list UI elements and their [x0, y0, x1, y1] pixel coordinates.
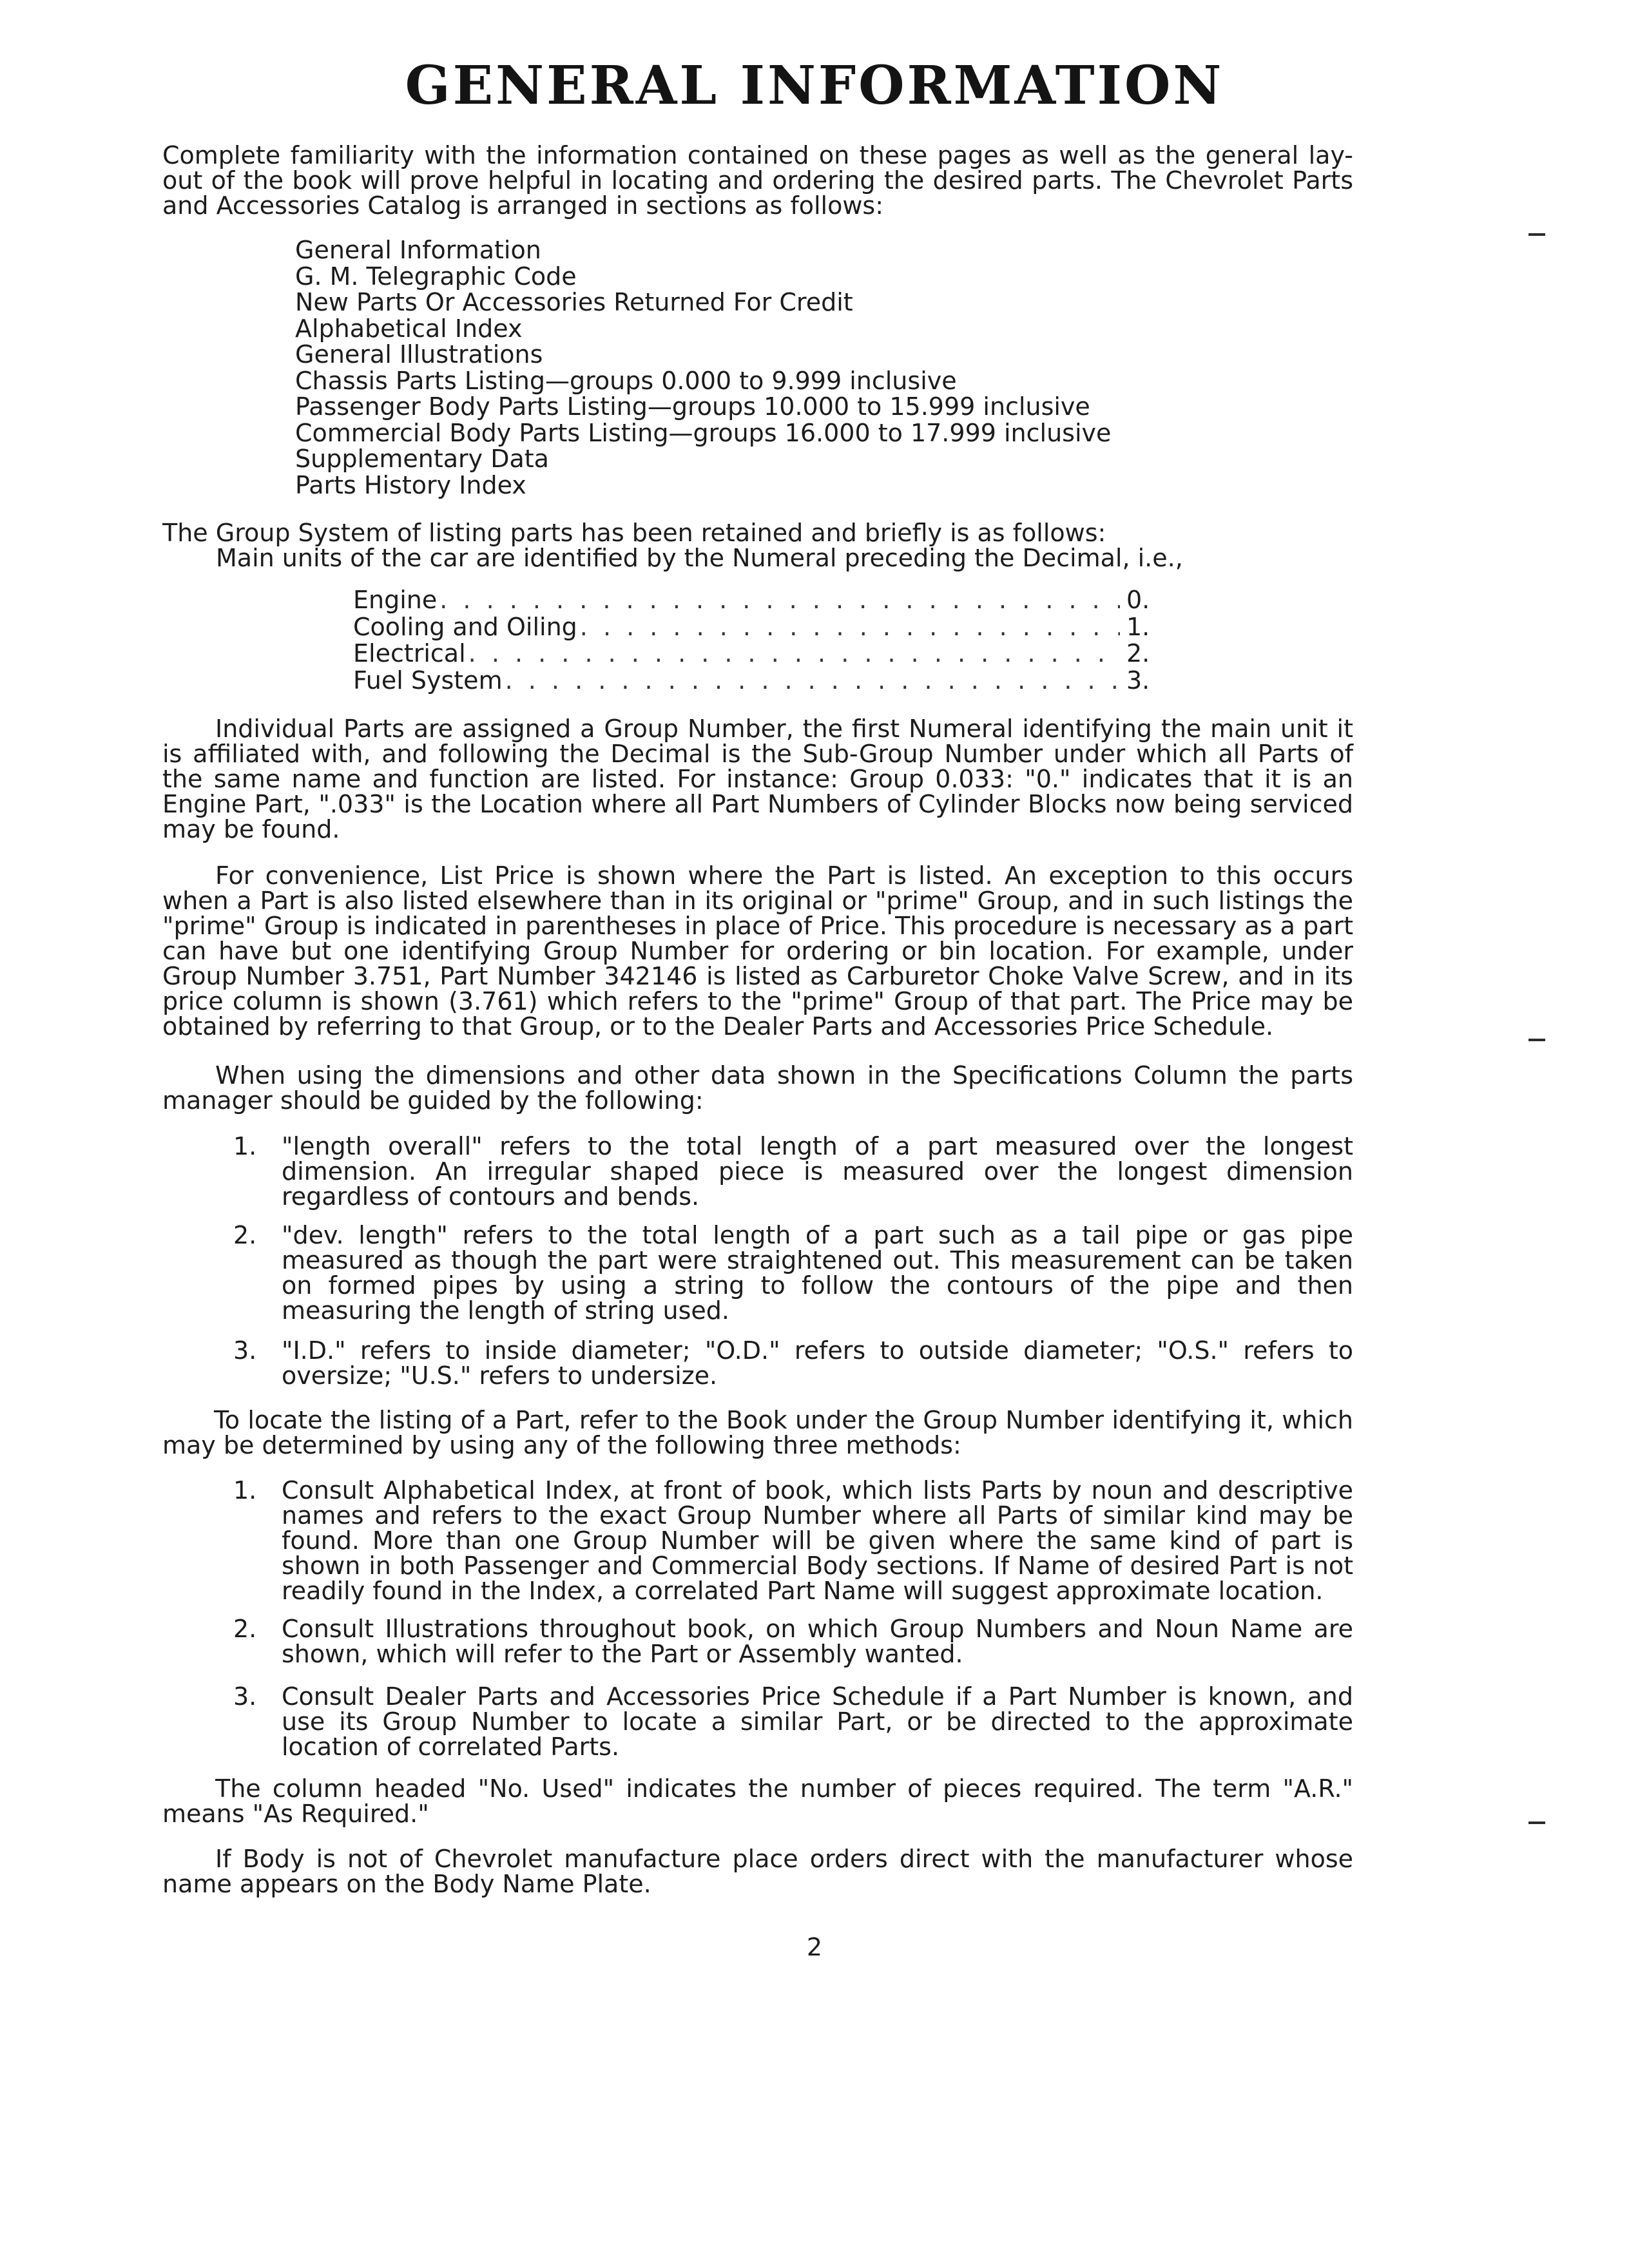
section-item: General Information: [295, 236, 541, 264]
group-row: [353, 614, 1153, 641]
method-item: [233, 1684, 1353, 1760]
group-name: Engine: [353, 586, 438, 614]
item-number: 3.: [233, 1682, 257, 1711]
individual-parts-paragraph: Individual Parts are assigned a Group Number, the first Numeral identifying the main unit it is affiliated with, and following the Decimal is the Sub-Group Number under which all Parts of the same name and function are listed. For instance: Group 0.033: "0." indicates that it is an Engine Part, ".033" is the Location where all Part Numbers of Cylinder Blocks now being serviced may be found.: [162, 715, 1353, 843]
locate-intro-paragraph: To locate the listing of a Part, refer to the Book under the Group Number identifying it, which may be determined by using any of the following three methods:: [162, 1406, 1353, 1459]
page-title: GENERAL INFORMATION: [405, 55, 1224, 117]
group-number: 3.: [1126, 666, 1150, 695]
group-name: Cooling and Oiling: [353, 612, 577, 641]
group-row: [353, 640, 1153, 668]
item-text: "length overall" refers to the total length of a part measured over the longest dimension. An irregular shaped piece is measured over the longest dimension regardless of contours and bends.: [282, 1132, 1353, 1211]
dimension-item: [233, 1338, 1353, 1389]
group-number: 1.: [1126, 612, 1150, 641]
item-text: "I.D." refers to inside diameter; "O.D." refers to outside diameter; "O.S." refers to oversize; "U.S." refers to undersize.: [282, 1336, 1353, 1390]
item-number: 1.: [233, 1476, 257, 1504]
item-number: 2.: [233, 1221, 257, 1249]
group-row: [353, 587, 1153, 614]
item-number: 3.: [233, 1336, 257, 1365]
group-row: [353, 668, 1153, 695]
body-note-paragraph: If Body is not of Chevrolet manufacture place orders direct with the manufacturer whose name appears on the Body Name Plate.: [162, 1845, 1353, 1898]
margin-mark: [1528, 1039, 1545, 1041]
convenience-paragraph: For convenience, List Price is shown where the Part is listed. An exception to this occurs when a Part is also listed elsewhere than in its original or "prime" Group, and in such listings the "prime" Group is indicated in parentheses in place of Price. This procedure is necessary as a part can have but one identifying Group Number for ordering or bin location. For example, under Group Number 3.751, Part Number 342146 is listed as Carburetor Choke Valve Screw, and in its price column is shown (3.761) which refers to the "prime" Group of that part. The Price may be obtained by referring to that Group, or to the Dealer Parts and Accessories Price Schedule.: [162, 861, 1353, 1041]
section-item: G. M. Telegraphic Code: [295, 262, 577, 291]
item-number: 1.: [233, 1132, 257, 1160]
dimension-item: [233, 1223, 1353, 1323]
item-text: Consult Dealer Parts and Accessories Price Schedule if a Part Number is known, and use its Group Number to locate a similar Part, or be directed to the approximate location of correlated Parts.: [282, 1682, 1353, 1761]
section-item: Supplementary Data: [295, 445, 549, 473]
group-number: 2.: [1126, 639, 1150, 668]
no-used-paragraph: The column headed "No. Used" indicates the number of pieces required. The term "A.R." means "As Required.": [162, 1774, 1353, 1828]
group-system-paragraph: The Group System of listing parts has been retained and briefly is as follows:: [162, 519, 1106, 547]
item-text: "dev. length" refers to the total length of a part such as a tail pipe or gas pipe measured as though the part were straightened out. This measurement can be taken on formed pipes by using a string to follow the contours of the pipe and then measuring the length of string used.: [282, 1221, 1353, 1325]
dot-leader: [439, 587, 1120, 614]
group-number: 0.: [1126, 586, 1150, 614]
main-units-line: Main units of the car are identified by the Numeral preceding the Decimal, i.e.,: [216, 544, 1183, 572]
margin-mark: [1528, 1821, 1545, 1824]
dot-leader: [505, 668, 1120, 695]
page-number: 2: [806, 1933, 823, 1961]
dot-leader: [468, 640, 1120, 668]
section-item: Commercial Body Parts Listing—groups 16.000 to 17.999 inclusive: [295, 418, 1112, 447]
section-item: Parts History Index: [295, 470, 526, 499]
section-item: Alphabetical Index: [295, 314, 523, 343]
item-number: 2.: [233, 1615, 257, 1643]
main-unit-groups: [353, 587, 1153, 694]
group-name: Electrical: [353, 639, 466, 668]
section-item: Passenger Body Parts Listing—groups 10.000 to 15.999 inclusive: [295, 392, 1090, 421]
section-item: New Parts Or Accessories Returned For Credit: [295, 288, 853, 316]
intro-paragraph: Complete familiarity with the information contained on these pages as well as the general lay-out of the book will prove helpful in locating and ordering the desired parts. The Chevrolet Parts and Accessories Catalog is arranged in sections as follows:: [162, 141, 1353, 220]
dimension-item: [233, 1134, 1353, 1209]
section-item: Chassis Parts Listing—groups 0.000 to 9.999 inclusive: [295, 366, 957, 395]
dimensions-intro-paragraph: When using the dimensions and other data shown in the Specifications Column the parts manager should be guided by the following:: [162, 1061, 1353, 1115]
sections-list: [295, 237, 1111, 498]
method-item: [233, 1617, 1353, 1667]
margin-mark: [1528, 233, 1545, 236]
dot-leader: [580, 614, 1120, 641]
item-text: Consult Illustrations throughout book, on which Group Numbers and Noun Name are shown, which will refer to the Part or Assembly wanted.: [282, 1615, 1353, 1668]
section-item: General Illustrations: [295, 340, 543, 369]
method-item: [233, 1478, 1353, 1604]
item-text: Consult Alphabetical Index, at front of book, which lists Parts by noun and descriptive names and refers to the exact Group Number where all Parts of similar kind may be found. More than one Group Number will be given where the same kind of part is shown in both Passenger and Commercial Body sections. If Name of desired Part is not readily found in the Index, a correlated Part Name will suggest approximate location.: [282, 1476, 1353, 1605]
group-name: Fuel System: [353, 666, 503, 695]
